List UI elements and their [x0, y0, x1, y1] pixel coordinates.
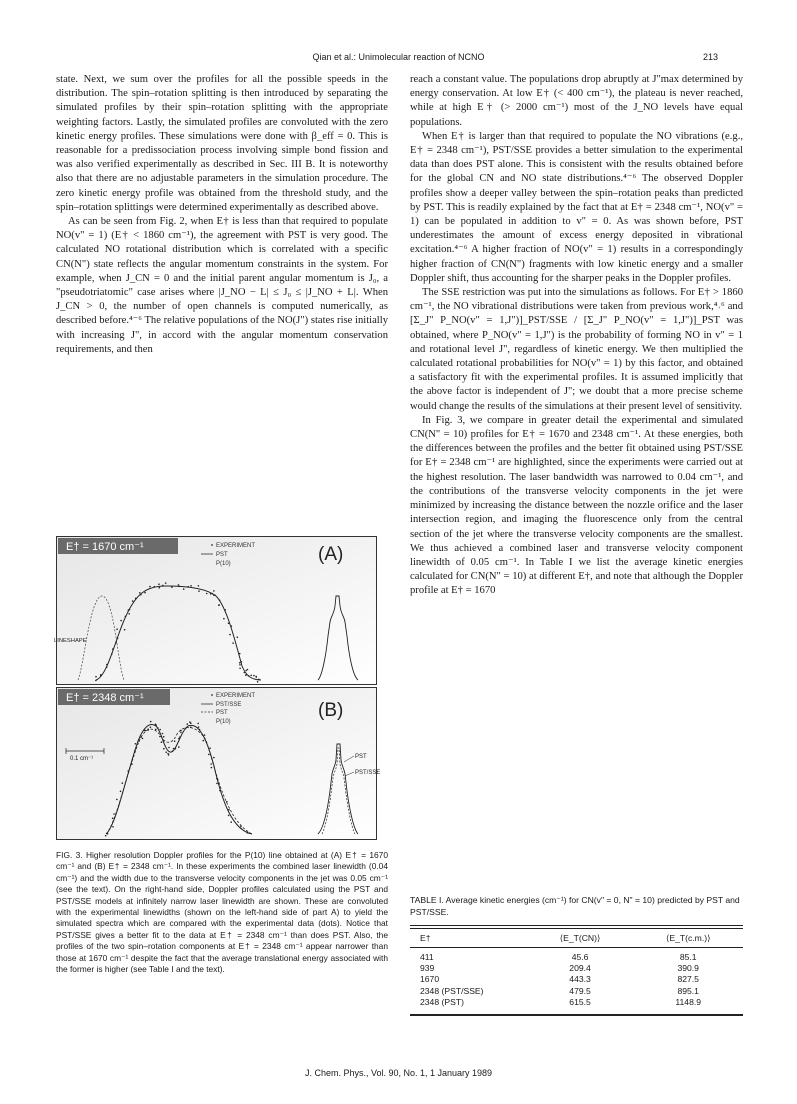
table-cell: 1670 — [420, 974, 440, 985]
experiment-dot — [163, 741, 165, 743]
experiment-dot — [127, 770, 129, 772]
experiment-dot — [253, 675, 255, 677]
experiment-dot — [247, 669, 249, 671]
experiment-dot — [163, 736, 165, 738]
experiment-dot — [180, 730, 182, 732]
experiment-dot — [105, 835, 107, 837]
experiment-dot — [219, 600, 221, 602]
panel-a-letter: (A) — [318, 544, 344, 565]
experiment-dot — [244, 672, 246, 674]
experiment-dot — [125, 616, 127, 618]
table-header-cell: ⟨E_T(c.m.)⟩ — [666, 933, 711, 943]
experiment-dot — [179, 586, 181, 588]
experiment-dot — [140, 736, 142, 738]
table-row — [410, 963, 743, 974]
experiment-dot — [140, 594, 142, 596]
experiment-dot — [115, 642, 117, 644]
experiment-dot — [162, 733, 164, 735]
panel-a-legend-pst: PST — [216, 552, 228, 558]
experiment-dot — [95, 676, 97, 678]
experiment-dot — [204, 734, 206, 736]
experiment-dot — [211, 767, 213, 769]
experiment-dot — [135, 743, 137, 745]
experiment-dot — [128, 613, 130, 615]
experiment-dot — [239, 653, 241, 655]
experiment-dot — [180, 732, 182, 734]
experiment-dot — [150, 727, 152, 729]
panel-b-legend-pstsse: PST/SSE — [216, 702, 242, 708]
table-cell: 2348 (PST/SSE) — [420, 985, 484, 996]
experiment-dot — [226, 801, 228, 803]
experiment-dot — [239, 664, 241, 666]
experiment-dot — [106, 664, 108, 666]
experiment-dot — [142, 738, 144, 740]
experiment-dot — [147, 728, 149, 730]
panel-b-letter: (B) — [318, 700, 344, 721]
experiment-dot — [95, 680, 97, 682]
figure-caption: FIG. 3. Higher resolution Doppler profiles for the P(10) line obtained at (A) E† = 1670 cm⁻¹ and (B) E† = 2348 cm⁻¹. In these experiments the combined laser linewidth (0.04 cm⁻¹) and the width due to the transverse velocity components in the jet was 0.05 cm⁻¹ (see the text). On the right-hand side, Doppler profiles calculated using the PST and PST/SSE models at infinitely narrow laser linewidth are shown. These are convoluted with the experimental linewidths (shown on the left-hand side of part A) to yield the simulated spectra which are compared with the experimental data (dots). Notice that PST/SSE gives a better fit to the data at E† = 2348 cm⁻¹ than does PST. Also, the profiles of the two spin–rotation components at E† = 2348 cm⁻¹ appear narrower than those at 1670 cm⁻¹ despite the fact that the average translational energy associated with the former is higher (see Table I and the text). — [56, 850, 388, 975]
table-row — [410, 986, 743, 997]
table-header-row — [410, 929, 743, 947]
experiment-dot — [241, 661, 243, 663]
experiment-dot — [183, 588, 185, 590]
experiment-dot — [173, 748, 175, 750]
experiment-dot — [134, 750, 136, 752]
experiment-dot — [190, 726, 192, 728]
experiment-dot — [212, 593, 214, 595]
experiment-dot — [245, 674, 247, 676]
table-cell: 85.1 — [679, 952, 697, 962]
experiment-dot — [138, 740, 140, 742]
experiment-dot — [216, 783, 218, 785]
experiment-dot — [250, 675, 252, 677]
panel-b-right-label-pstsse: PST/SSE — [355, 770, 381, 776]
lineshape-label: LINESHAPE — [54, 638, 87, 644]
experiment-dot — [128, 609, 130, 611]
journal-footer: J. Chem. Phys., Vol. 90, No. 1, 1 January 1989 — [304, 1068, 493, 1078]
legend-dot-icon — [211, 544, 213, 546]
experiment-dot — [232, 642, 234, 644]
experiment-dot — [107, 833, 109, 835]
experiment-dot — [150, 721, 152, 723]
table-bottom-rule — [410, 1014, 743, 1016]
experiment-dot — [197, 723, 199, 725]
experiment-dot — [149, 586, 151, 588]
experiment-dot — [198, 585, 200, 587]
experiment-dot — [112, 826, 114, 828]
experiment-dot — [256, 676, 258, 678]
experiment-dot — [178, 738, 180, 740]
experiment-dot — [210, 593, 212, 595]
experiment-dot — [210, 763, 212, 765]
experiment-dot — [112, 648, 114, 650]
left-column — [56, 73, 388, 357]
experiment-dot — [248, 675, 250, 677]
scale-bar-label: 0.1 cm⁻¹ — [70, 756, 94, 762]
experiment-dot — [213, 595, 215, 597]
panel-a-energy-label: E† = 1670 cm⁻¹ — [66, 541, 144, 553]
experiment-dot — [178, 746, 180, 748]
experiment-dot — [172, 750, 174, 752]
experiment-dot — [239, 662, 241, 664]
experiment-dot — [240, 828, 242, 830]
table-row — [410, 997, 743, 1008]
table-row — [410, 974, 743, 985]
experiment-dot — [168, 754, 170, 756]
experiment-dot — [258, 679, 260, 681]
experiment-dot — [116, 628, 118, 630]
experiment-dot — [228, 623, 230, 625]
experiment-dot — [161, 741, 163, 743]
experiment-dot — [159, 587, 161, 589]
experiment-dot — [187, 586, 189, 588]
experiment-dot — [175, 748, 177, 750]
table-cell: 1148.9 — [675, 996, 702, 1007]
experiment-dot — [165, 582, 167, 584]
experiment-dot — [216, 778, 218, 780]
experiment-dot — [163, 748, 165, 750]
table-header-cell: ⟨E_T(CN)⟩ — [559, 933, 601, 943]
panel-b-energy-label: E† = 2348 cm⁻¹ — [66, 692, 144, 704]
experiment-dot — [144, 592, 146, 594]
experiment-dot — [165, 751, 167, 753]
experiment-dot — [246, 832, 248, 834]
experiment-dot — [124, 629, 126, 631]
experiment-dot — [209, 747, 211, 749]
experiment-dot — [198, 726, 200, 728]
experiment-dot — [228, 809, 230, 811]
experiment-dot — [219, 790, 221, 792]
experiment-dot — [203, 740, 205, 742]
table-cell: 443.3 — [569, 974, 591, 985]
table-cell: 615.5 — [569, 996, 591, 1007]
table-cell: 411 — [420, 952, 434, 962]
right-paragraph-1: reach a constant value. The populations drop abruptly at J"max determined by energy conservation. At low E† (< 400 cm⁻¹), the plateau is never reached, while at high E† (> 2000 cm⁻¹) most of the J_NO levels have equal populations. — [410, 74, 743, 128]
left-paragraph-2: As can be seen from Fig. 2, when E† is less than that required to populate NO(v" = 1) (E† < 1860 cm⁻¹), the agreement with PST is very good. The calculated NO rotational distribution which is correlated with a specific CN(N") state reflects the angular momentum constraints in the system. For example, when J_CN = 0 and the initial parent angular momentum is J₀, a "pseudotriatomic" case arises where |J_NO − L| ≤ J₀ ≤ |J_NO + L|. When J_CN > 0, the number of open channels is computed numerically, as described before.⁴⁻⁶ The relative populations of the NO(J") states rise initially with increasing J", in accord with the angular momentum conservation requirements, and then — [56, 216, 388, 355]
right-column — [410, 73, 743, 599]
experiment-dot — [120, 791, 122, 793]
panel-b-legend-pst: PST — [216, 710, 228, 716]
experiment-dot — [229, 634, 231, 636]
right-paragraph-4: In Fig. 3, we compare in greater detail the experimental and simulated CN(N" = 10) profiles for E† = 1670 and 2348 cm⁻¹. At these energies, both the differences between the profiles and the better fit obtained using PST/SSE for E† = 2348 cm⁻¹ are highlighted, since the experiments were carried out at the highest resolution. The laser bandwidth was narrowed to 0.04 cm⁻¹, and the contributions of the transverse velocity components in the jet were minimized by increasing the distance between the nozzle orifice and the laser intersection region, and imaging the fluorescence only from the central section of the jet where the transverse velocity components are the smallest. We thus achieved a combined laser and transverse velocity component linewidth of 0.05 cm⁻¹. In Table I we list the average kinetic energies calculated for CN(N" = 10) at different E†, and note that although the Doppler profile at E† = 1670 — [410, 414, 743, 597]
experiment-dot — [100, 674, 102, 676]
experiment-dot — [179, 736, 181, 738]
right-paragraph-2: When E† is larger than that required to populate the NO vibrations (e.g., E† = 2348 cm⁻¹), PST/SSE provides a better simulation to the experimental data than does PST alone. This is consistent with the results obtained before for the global CN and NO state distributions.⁴⁻⁶ The observed Doppler profiles show a deeper valley between the spin–rotation peaks than predicted by PST. This is readily explained by the fact that at E† = 2348 cm⁻¹, NO(v" = 1) can be populated in addition to v" = 0. As was shown before, PST underestimates the amount of excess energy deposited in vibrational excitation.⁴⁻⁶ A higher fraction of NO(v" = 1) results in a correspondingly higher fraction of CN(N") fragments with low kinetic energy and a smaller Doppler shift, thus accounting for the sharper peaks in the Doppler profiles. — [410, 130, 743, 284]
experiment-dot — [208, 754, 210, 756]
experiment-dot — [228, 815, 230, 817]
panel-b-right-label-pst: PST — [355, 754, 367, 760]
experiment-dot — [112, 818, 114, 820]
experiment-dot — [206, 593, 208, 595]
experiment-dot — [111, 653, 113, 655]
experiment-dot — [122, 782, 124, 784]
experiment-dot — [157, 727, 159, 729]
experiment-dot — [135, 598, 137, 600]
legend-dot-icon — [211, 694, 213, 696]
experiment-dot — [131, 763, 133, 765]
experiment-dot — [113, 813, 115, 815]
experiment-dot — [257, 681, 259, 683]
figure-3-plot — [54, 536, 381, 840]
running-title: Qian et al.: Unimolecular reaction of NCNO — [312, 52, 485, 62]
table-cell: 2348 (PST) — [420, 996, 464, 1007]
table-1 — [410, 925, 743, 1016]
experiment-dot — [185, 728, 187, 730]
experiment-dot — [189, 721, 191, 723]
experiment-dot — [178, 584, 180, 586]
experiment-dot — [231, 625, 233, 627]
experiment-dot — [155, 725, 157, 727]
experiment-dot — [155, 729, 157, 731]
experiment-dot — [132, 600, 134, 602]
experiment-dot — [158, 583, 160, 585]
experiment-dot — [106, 666, 108, 668]
right-paragraph-3: The SSE restriction was put into the simulations as follows. For E† > 1860 cm⁻¹, the NO vibrational distributions were taken from previous work,⁴˒⁶ and [Σ_J" P_NO(v" = 1,J")]_PST/SSE / [Σ_J" P_NO(v" = 1,J")]_PST was obtained, where P_NO(v" = 1,J") is the probability of forming NO in v" = 1 and rotational level J", regardless of kinetic energy. We then multiplied the calculated rotational probabilities for NO(v" = 1) by this factor, and obtained a satisfactory fit with the experimental profiles. It is assumed implicitly that the above factor is independent of J"; we doubt that a more precise scheme would change the results of the simulations at their present level of sensitivity. — [410, 287, 743, 412]
experiment-dot — [230, 821, 232, 823]
table-row — [410, 952, 743, 963]
experiment-dot — [171, 586, 173, 588]
table-cell: 209.4 — [569, 963, 591, 974]
panel-b-legend-p10: P(10) — [216, 719, 231, 725]
experiment-dot — [218, 604, 220, 606]
experiment-dot — [139, 592, 141, 594]
experiment-dot — [199, 729, 201, 731]
experiment-dot — [223, 618, 225, 620]
table-caption: TABLE I. Average kinetic energies (cm⁻¹) for CN(v" = 0, N" = 10) predicted by PST and PST/SSE. — [410, 895, 740, 917]
experiment-dot — [213, 590, 215, 592]
experiment-dot — [237, 636, 239, 638]
page-number: 213 — [703, 52, 719, 62]
table-cell: 45.6 — [571, 952, 589, 962]
table-cell: 895.1 — [677, 985, 699, 996]
panel-a-legend-p10: P(10) — [216, 561, 231, 567]
experiment-dot — [249, 832, 251, 834]
experiment-dot — [245, 670, 247, 672]
experiment-dot — [117, 638, 119, 640]
experiment-dot — [159, 729, 161, 731]
left-paragraph-1: state. Next, we sum over the profiles for all the possible speeds in the distribution. The spin–rotation splitting is then introduced by separating the simulated profiles by their spin–rotation splitting with the appropriate weighting factors. Lastly, the simulated profiles are convoluted with the zero kinetic energy profiles. These simulations were done with β_eff = 0. This is reasonable for a predissociation process involving simple bond fission and was also verified experimentally as described in Sec. III B. It is noteworthy also that there are no adjustable parameters in the simulation procedure. The zero kinetic energy profile was obtained from the threshold study, and the spin–rotation splittings were determined experimentally as described above. — [56, 74, 388, 213]
experiment-dot — [162, 585, 164, 587]
table-header-cell: E† — [420, 933, 431, 943]
experiment-dot — [116, 799, 118, 801]
panel-b-legend-experiment: EXPERIMENT — [216, 693, 256, 699]
experiment-dot — [198, 590, 200, 592]
table-cell: 390.9 — [677, 963, 699, 974]
table-cell: 827.5 — [677, 974, 699, 985]
table-cell: 939 — [420, 963, 435, 974]
experiment-dot — [174, 740, 176, 742]
experiment-dot — [225, 609, 227, 611]
experiment-dot — [187, 723, 189, 725]
experiment-dot — [190, 585, 192, 587]
table-cell: 479.5 — [569, 985, 591, 996]
experiment-dot — [120, 620, 122, 622]
experiment-dot — [144, 730, 146, 732]
experiment-dot — [239, 668, 241, 670]
figure-3 — [54, 536, 381, 840]
experiment-dot — [213, 757, 215, 759]
experiment-dot — [168, 747, 170, 749]
panel-a-legend-experiment: EXPERIMENT — [216, 543, 256, 549]
experiment-dot — [154, 586, 156, 588]
experiment-dot — [159, 736, 161, 738]
experiment-dot — [240, 826, 242, 828]
